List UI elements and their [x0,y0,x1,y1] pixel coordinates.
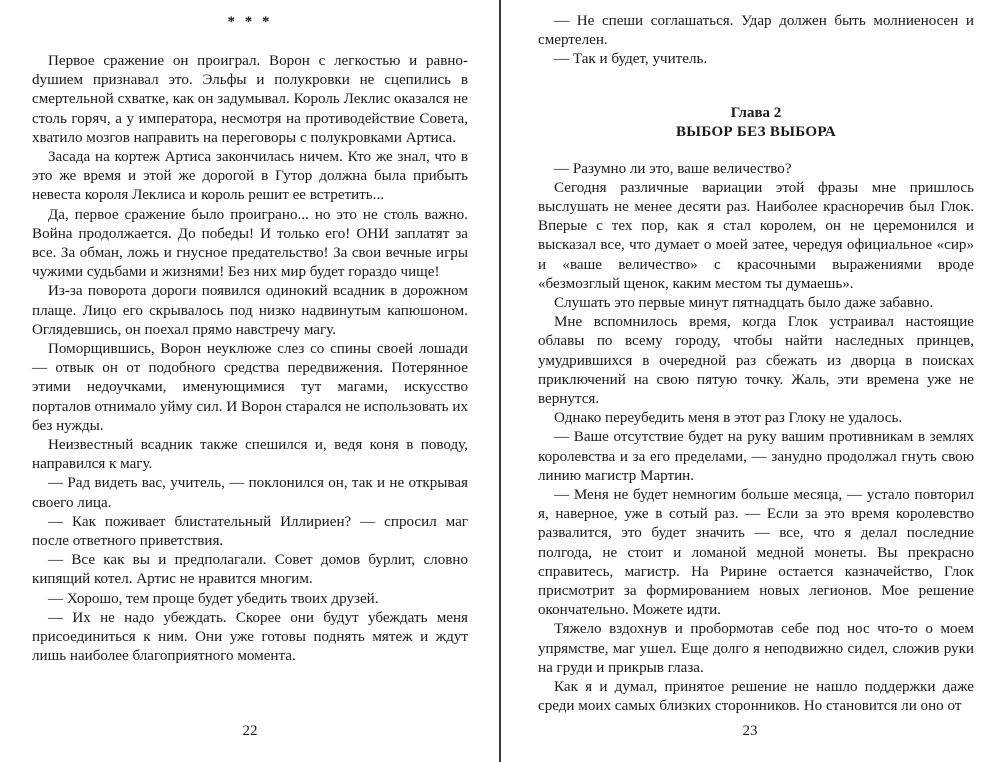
chapter-title: ВЫБОР БЕЗ ВЫБОРА [676,123,836,140]
paragraph: — Меня не будет немногим больше месяца, — устало повторил я, наверное, уже в сотый раз. — Если за это время королевство развалится, это будет значить — все, что я делал последние полгода, не стоит и ломаной медной монеты. Вы прекрасно справитесь, магистр. На Ририне остается казначейство, Глок присмотрит за формированием новых легионов. Мое решение окончательно. Можете идти. [538,487,974,619]
section-separator: * * * [227,14,273,30]
paragraph: Тяжело вздохнув и пробормотав себе под нос что-то о моем упрямстве, маг ушел. Еще долго я неподвижно сидел, сложив руки на груди и прикрыв глаза. [538,621,974,676]
paragraph: — Как поживает блистательный Иллириен? — спросил маг после ответного приветствия. [32,513,468,550]
paragraph: Засада на кортеж Артиса закончилась ничем. Кто же знал, что в это же время и этой же дорогой в Гутор должна была прибыть невеста короля Леклиса и король решит ее встретить... [32,149,468,204]
paragraph: Неизвестный всадник также спешился и, ведя коня в поводу, направился к магу. [32,437,468,473]
page-number: 23 [742,723,758,739]
paragraph: Однако переубедить меня в этот раз Глоку не удалось. [554,410,903,427]
paragraph: — Хорошо, тем проще будет убедить твоих друзей. [48,590,379,607]
paragraph: — Не спеши соглашаться. Удар должен быть молниеносен и смертелен. [538,13,974,49]
paragraph: — Их не надо убеждать. Скорее они будут убеждать меня присоединиться к ним. Они уже готовы поднять мятеж и ждут лишь наиболее благоприятного момента. [32,609,468,665]
page-gutter-divider [499,0,501,762]
paragraph: Мне вспомнилось время, когда Глок устраивал настоящие облавы по всему городу, чтобы найти наследных принцев, умудрившихся в очередной раз сбежать из дворца в поисках приключений на свою пятую точку. Жаль, эти времена уже не вернутся. [538,314,974,408]
paragraph: — Ваше отсутствие будет на руку вашим противникам в землях королевства и за его пределами, — занудно продолжал гнуть свою линию магистр Мартин. [538,429,974,484]
right-page [500,0,1000,762]
paragraph: Как я и думал, принятое решение не нашло поддержки даже среди моих самых близких сторонников. Но становится ли оно от [538,679,974,715]
paragraph: — Рад видеть вас, учитель, — поклонился он, так и не открывая своего лица. [32,475,468,511]
paragraph: Да, первое сражение было проиграно... но это не столь важно. Война продолжается. До победы! И только его! ОНИ заплатят за все. За обман, ложь и гнусное предательство! За свои вечные игры чужими судьбами и жизнями! Без них мир будет гораздо чище! [32,206,468,281]
right-page-opening-text [538,12,974,70]
paragraph: — Разумно ли это, ваше величество? [554,160,792,177]
paragraph: Первое сражение он проиграл. Ворон с легкостью и равноdушием признавал это. Эльфы и полукровки не сцепились в смертельной схватке, как он задумывал. Король Леклис оказался не столь горяч, а у императора, несмотря на противодействие Совета, хватило мозгов направить на переговоры с полукровками Артиса. [32,53,468,146]
paragraph: Поморщившись, Ворон неуклюже слез со спины своей лошади — отвык он от подобного средства передвижения. Потерянное этими недоучками, именующимися тут магами, искусство порталов отнимало уйму сил. И Ворон старался не использовать их без нужды. [32,341,468,434]
page-number: 22 [242,723,258,739]
chapter-number: Глава 2 [730,104,782,121]
paragraph: — Так и будет, учитель. [554,51,708,68]
paragraph: Из-за поворота дороги появился одинокий всадник в дорожном плаще. Лицо его скрывалось под низко надвинутым капюшоном. Оглядевшись, он поехал прямо навстречу магу. [32,283,468,338]
paragraph: Слушать это первые минут пятнадцать было даже забавно. [554,295,934,312]
right-page-text [538,160,974,717]
paragraph: Сегодня различные вариации этой фразы мне пришлось выслушать не менее десяти раз. Наиболее красноречив был Глок. Вперые с тех пор, как я стал королем, он не церемонился и высказал все, что думает о моей затее, чередуя официальное «сир» и «ваше величество» с красочными выражениями вроде «безмозглый щенок, каким местом ты думаешь». [538,179,974,292]
paragraph: — Все как вы и предполагали. Совет домов бурлит, словно кипящий котел. Артис не нравится многим. [32,552,468,588]
left-page-text [32,52,468,667]
